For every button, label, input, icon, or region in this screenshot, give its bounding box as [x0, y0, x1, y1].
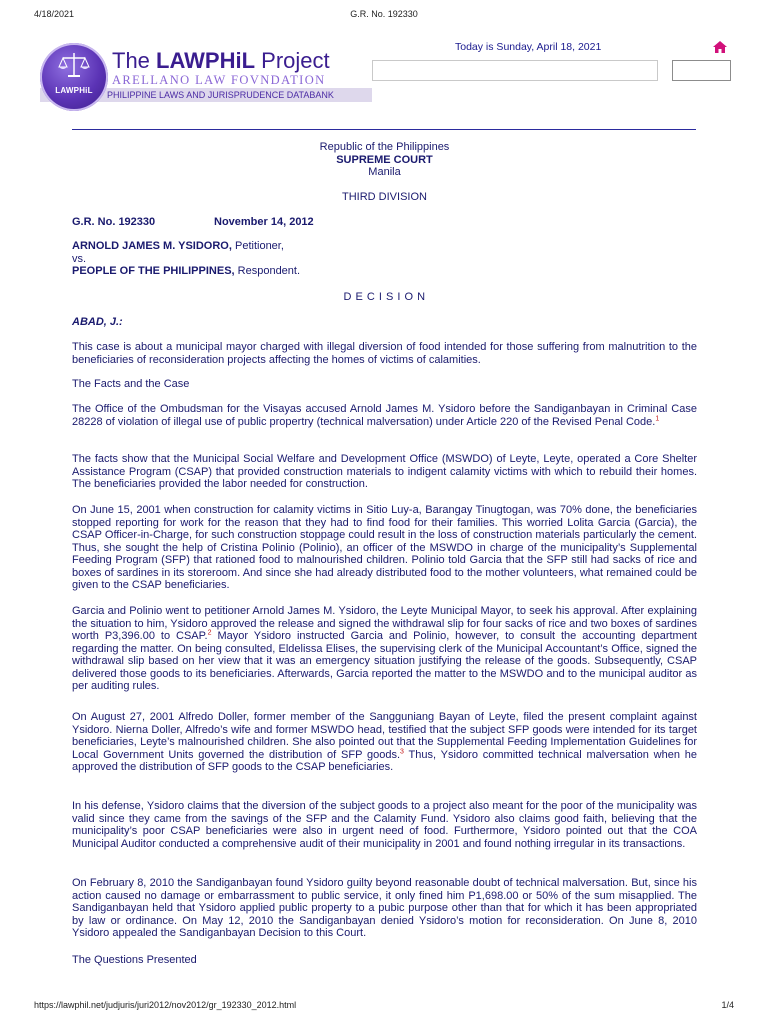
paragraph-5	[72, 711, 697, 774]
parties	[72, 240, 697, 278]
print-page-number: 1/4	[721, 1000, 734, 1010]
petitioner-name: ARNOLD JAMES M. YSIDORO,	[72, 240, 232, 252]
scales-of-justice-icon	[58, 50, 90, 80]
footnote-2-link[interactable]: 2	[207, 629, 212, 637]
gr-number: G.R. No. 192330	[72, 216, 156, 228]
print-date: 4/18/2021	[34, 9, 75, 19]
petitioner-role: Petitioner,	[231, 240, 284, 252]
paragraph-1	[72, 403, 697, 428]
search-input[interactable]	[372, 60, 658, 81]
home-icon[interactable]	[713, 41, 727, 53]
search-button[interactable]	[672, 60, 731, 81]
today-date: Today is Sunday, April 18, 2021	[455, 41, 602, 53]
site-title[interactable]	[112, 48, 330, 74]
intro-paragraph: This case is about a municipal mayor charged with illegal diversion of food intended for those suffering from malnutrition to the beneficiaries of reconsideration projects affecting the homes of victims of calamities.	[72, 341, 697, 366]
paragraph-7: On February 8, 2010 the Sandiganbayan found Ysidoro guilty beyond reasonable doubt of technical malversation. But, since his action caused no damage or embarrassment to public service, it only fined him P1,698.00 or 50% of the sum misapplied. The Sandiganbayan held that Ysidoro applied public property to a pubic purpose other than that for which it has been appropriated by law or ordinance. On May 12, 2010 the Sandiganbayan denied Ysidoro’s motion for reconsideration. On June 8, 2010 Ysidoro appealed the Sandiganbayan Decision to this Court.	[72, 877, 697, 939]
logo-text: LAWPHiL	[55, 86, 93, 95]
respondent-line	[72, 265, 697, 278]
paragraph-4-text-a: Garcia and Polinio went to petitioner Arnold James M. Ysidoro, the Leyte Municipal Mayor, to seek his approval. After explaining the situation to him, Ysidoro approved the release and signed the withdrawal slip for four sacks of rice and two boxes of sardines worth P3,396.00 to CSAP.	[72, 605, 697, 642]
paragraph-5-text-b: Thus, Ysidoro committed technical malversation when he approved the distribution of SFP goods to the CSAP beneficiaries.	[72, 748, 698, 773]
paragraph-2: The facts show that the Municipal Social Welfare and Development Office (MSWDO) of Leyte, Leyte, operated a Core Shelter Assistance Program (CSAP) that provided construction materials to indigent calamity victims with which to rebuild their homes. The beneficiaries provided the labor needed for construction.	[72, 453, 697, 490]
petitioner-line	[72, 240, 697, 253]
republic-line: Republic of the Philippines	[319, 141, 450, 153]
paragraph-4-text-b: Mayor Ysidoro instructed Garcia and Polinio, however, to consult the accounting department regarding the matter. On being consulted, Eldelissa Elises, the supervising clerk of the Municipal Accountant’s Office, signed the withdrawal slip based on her view that it was an emergency situation justifying the release of the goods. Subsequently, CSAP delivered those goods to its beneficiaries. Afterwards, Garcia reported the matter to the MSWDO and to the municipal auditor as per auditing rules.	[72, 630, 697, 692]
site-title-suffix: Project	[255, 48, 330, 73]
ponente: ABAD, J.:	[72, 316, 123, 328]
site-tagline: PHILIPPINE LAWS AND JURISPRUDENCE DATABANK	[107, 90, 334, 100]
case-number-line	[72, 216, 697, 229]
paragraph-5-text-a: On August 27, 2001 Alfredo Doller, former member of the Sangguniang Bayan of Leyte, filed the present complaint against Ysidoro. Nierna Doller, Alfredo’s wife and former MSWDO head, testified that the subject SFP goods were intended for its target beneficiaries, Leyte’s malnourished children. She also pointed out that the Supplemental Feeding Implementation Guidelines for Local Government Units governed the distribution of SFP goods.	[72, 711, 697, 761]
facts-heading: The Facts and the Case	[72, 378, 190, 390]
site-subtitle: ARELLANO LAW FOVNDATION	[112, 73, 326, 87]
paragraph-1-text: The Office of the Ombudsman for the Visayas accused Arnold James M. Ysidoro before the Sandiganbayan in Criminal Case 28228 of violation of illegal use of public propertry (technical malversation) under Article 220 of the Revised Penal Code.	[72, 403, 697, 428]
site-title-prefix: The	[112, 48, 157, 73]
paragraph-4	[72, 605, 697, 693]
paragraph-3: On June 15, 2001 when construction for calamity victims in Sitio Luy-a, Barangay Tinugtogan, was 70% done, the beneficiaries stopped reporting for work for the reason that they had to find food for their families. This worried Lolita Garcia (Garcia), the CSAP Officer-in-Charge, for such construction stoppage could result in the loss of construction materials particularly the cement. Thus, she sought the help of Cristina Polinio (Polinio), an officer of the MSWDO in charge of the municipality’s Supplemental Feeding Program (SFP) that rationed food to malnourished children. Polinio told Garcia that the SFP still had sacks of rice and boxes of sardines in its storeroom. And since she had already distributed food to the mother volunteers, what remained could be given to the CSAP beneficiaries.	[72, 504, 697, 591]
respondent-role: Respondent.	[234, 265, 301, 277]
footnote-3-link[interactable]: 3	[400, 747, 404, 755]
court-name: SUPREME COURT	[336, 153, 433, 166]
print-title: G.R. No. 192330	[350, 9, 418, 19]
versus: vs.	[72, 252, 87, 265]
decision-date: November 14, 2012	[214, 216, 314, 228]
print-url[interactable]: https://lawphil.net/judjuris/juri2012/nov2012/gr_192330_2012.html	[34, 1000, 297, 1010]
site-title-brand: LAWPHiL	[156, 48, 256, 73]
division-line: THIRD DIVISION	[342, 191, 427, 203]
court-header	[72, 141, 697, 179]
city-line: Manila	[368, 166, 401, 178]
paragraph-6: In his defense, Ysidoro claims that the diversion of the subject goods to a project also meant for the poor of the municipality was valid since they came from the savings of the SFP and the Calamity Fund. Ysidoro also claims good faith, believing that the municipality’s poor CSAP beneficiaries were also in urgent need of food. Furthermore, Ysidoro pointed out that the COA Municipal Auditor conducted a comprehensive audit of their municipality in 2001 and found nothing irregular in its transactions.	[72, 800, 697, 850]
questions-heading: The Questions Presented	[72, 954, 197, 966]
header-divider	[72, 129, 696, 130]
footnote-1-link[interactable]: 1	[655, 414, 660, 422]
respondent-name: PEOPLE OF THE PHILIPPINES,	[72, 265, 235, 277]
decision-heading: D E C I S I O N	[343, 291, 426, 303]
